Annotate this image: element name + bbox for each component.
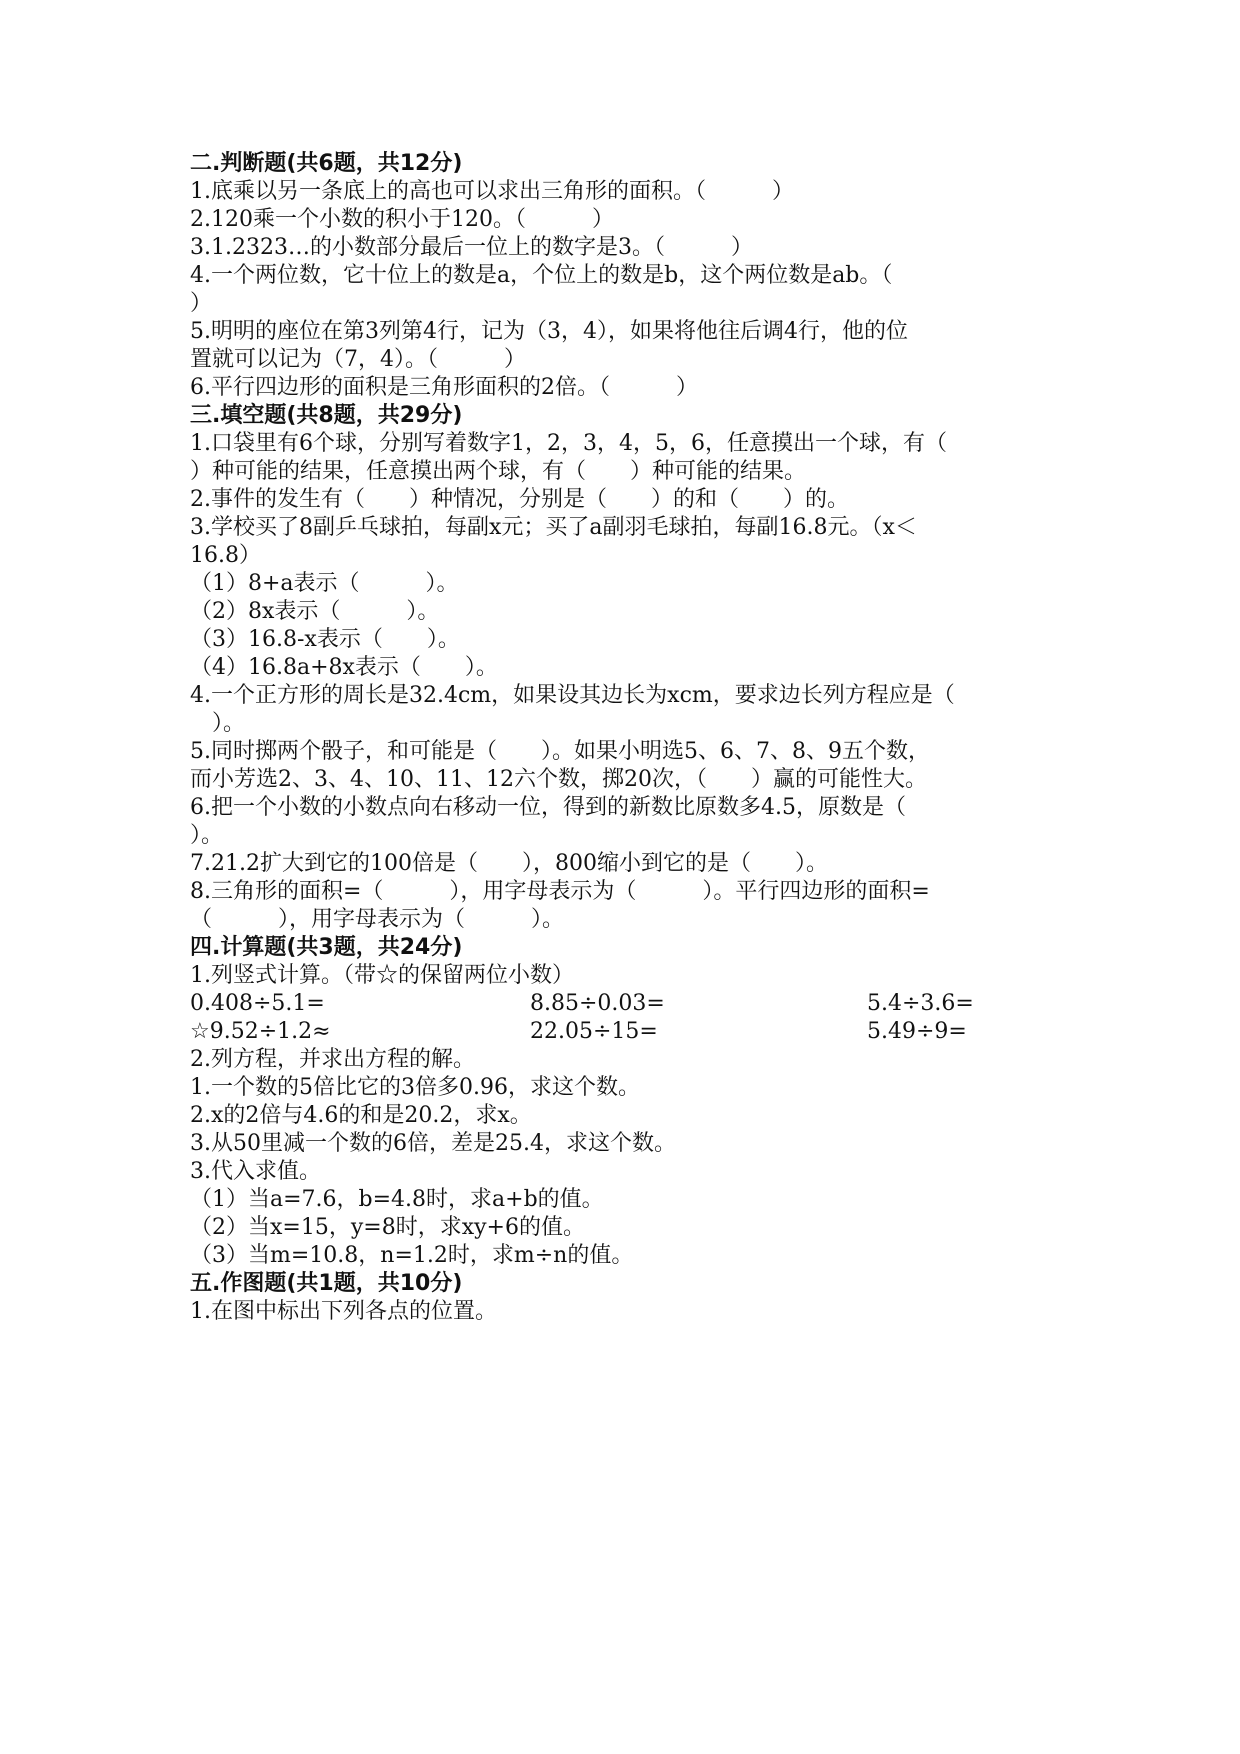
calc-item: 5.4÷3.6= (867, 991, 974, 1016)
worksheet-page (190, 150, 1070, 1326)
calc-item: 22.05÷15= (530, 1019, 658, 1044)
calc-row-1 (190, 990, 1070, 1018)
section3-q4-line1: 4.一个正方形的周长是32.4cm，如果设其边长为xcm，要求边长列方程应是（ (190, 683, 955, 708)
section4-q3-sub2: （2）当x=15，y=8时，求xy+6的值。 (190, 1215, 585, 1240)
section4-q2: 2.列方程，并求出方程的解。 (190, 1047, 475, 1072)
section3-q1-line1: 1.口袋里有6个球，分别写着数字1，2，3，4，5，6，任意摸出一个球，有（ (190, 431, 947, 456)
section3-q6-line2: ）。 (190, 823, 224, 848)
section4-title: 四.计算题(共3题，共24分) (190, 935, 463, 960)
section4-q3-sub1: （1）当a=7.6，b=4.8时，求a+b的值。 (190, 1187, 604, 1212)
calc-item: 8.85÷0.03= (530, 991, 665, 1016)
section3-q3-sub4: （4）16.8a+8x表示（ ）。 (190, 655, 498, 680)
section3-q6-line1: 6.把一个小数的小数点向右移动一位，得到的新数比原数多4.5，原数是（ (190, 795, 906, 820)
section3-q1-line2: ）种可能的结果，任意摸出两个球，有（ ）种可能的结果。 (190, 459, 807, 484)
section3-q5-line1: 5.同时掷两个骰子，和可能是（ ）。如果小明选5、6、7、8、9五个数， (190, 739, 930, 764)
section4-q2-sub2: 2.x的2倍与4.6的和是20.2，求x。 (190, 1103, 532, 1128)
section2-q5-line2: 置就可以记为（7，4）。（ ） (190, 347, 526, 372)
section4-q2-sub1: 1.一个数的5倍比它的3倍多0.96，求这个数。 (190, 1075, 640, 1100)
section3-q3-sub1: （1）8+a表示（ ）。 (190, 571, 459, 596)
section5-q1: 1.在图中标出下列各点的位置。 (190, 1299, 497, 1324)
calc-row-2 (190, 1018, 1070, 1046)
calc-item: ☆9.52÷1.2≈ (190, 1019, 331, 1044)
section2-q4-line1: 4.一个两位数，它十位上的数是a，个位上的数是b，这个两位数是ab。（ (190, 263, 893, 288)
section5-title: 五.作图题(共1题，共10分) (190, 1271, 463, 1296)
section3-q3-line2: 16.8） (190, 543, 261, 568)
section2-q2: 2.120乘一个小数的积小于120。（ ） (190, 207, 614, 232)
section2-q4-line2: ） (190, 291, 213, 316)
section4-q1: 1.列竖式计算。（带☆的保留两位小数） (190, 963, 574, 988)
section3-title: 三.填空题(共8题，共29分) (190, 403, 463, 428)
section3-q3-sub2: （2）8x表示（ ）。 (190, 599, 440, 624)
calc-item: 0.408÷5.1= (190, 991, 325, 1016)
section3-q3-line1: 3.学校买了8副乒乓球拍，每副x元；买了a副羽毛球拍，每副16.8元。（x＜ (190, 515, 917, 540)
section3-q4-line2: ）。 (190, 711, 246, 736)
section4-q3: 3.代入求值。 (190, 1159, 321, 1184)
section2-q6: 6.平行四边形的面积是三角形面积的2倍。（ ） (190, 375, 698, 400)
calc-item: 5.49÷9= (867, 1019, 967, 1044)
section4-q3-sub3: （3）当m=10.8，n=1.2时，求m÷n的值。 (190, 1243, 634, 1268)
section2-q1: 1.底乘以另一条底上的高也可以求出三角形的面积。（ ） (190, 179, 794, 204)
section2-title: 二.判断题(共6题，共12分) (190, 151, 463, 176)
section3-q8-line2: （ ），用字母表示为（ ）。 (190, 907, 565, 932)
section3-q2: 2.事件的发生有（ ）种情况，分别是（ ）的和（ ）的。 (190, 487, 849, 512)
section2-q3: 3.1.2323…的小数部分最后一位上的数字是3。（ ） (190, 235, 753, 260)
section4-q2-sub3: 3.从50里减一个数的6倍，差是25.4，求这个数。 (190, 1131, 676, 1156)
section3-q8-line1: 8.三角形的面积=（ ），用字母表示为（ ）。平行四边形的面积= (190, 879, 930, 904)
section2-q5-line1: 5.明明的座位在第3列第4行，记为（3，4），如果将他往后调4行，他的位 (190, 319, 908, 344)
section3-q5-line2: 而小芳选2、3、4、10、11、12六个数，掷20次，（ ）赢的可能性大。 (190, 767, 927, 792)
section3-q7: 7.21.2扩大到它的100倍是（ ），800缩小到它的是（ ）。 (190, 851, 828, 876)
section3-q3-sub3: （3）16.8-x表示（ ）。 (190, 627, 460, 652)
